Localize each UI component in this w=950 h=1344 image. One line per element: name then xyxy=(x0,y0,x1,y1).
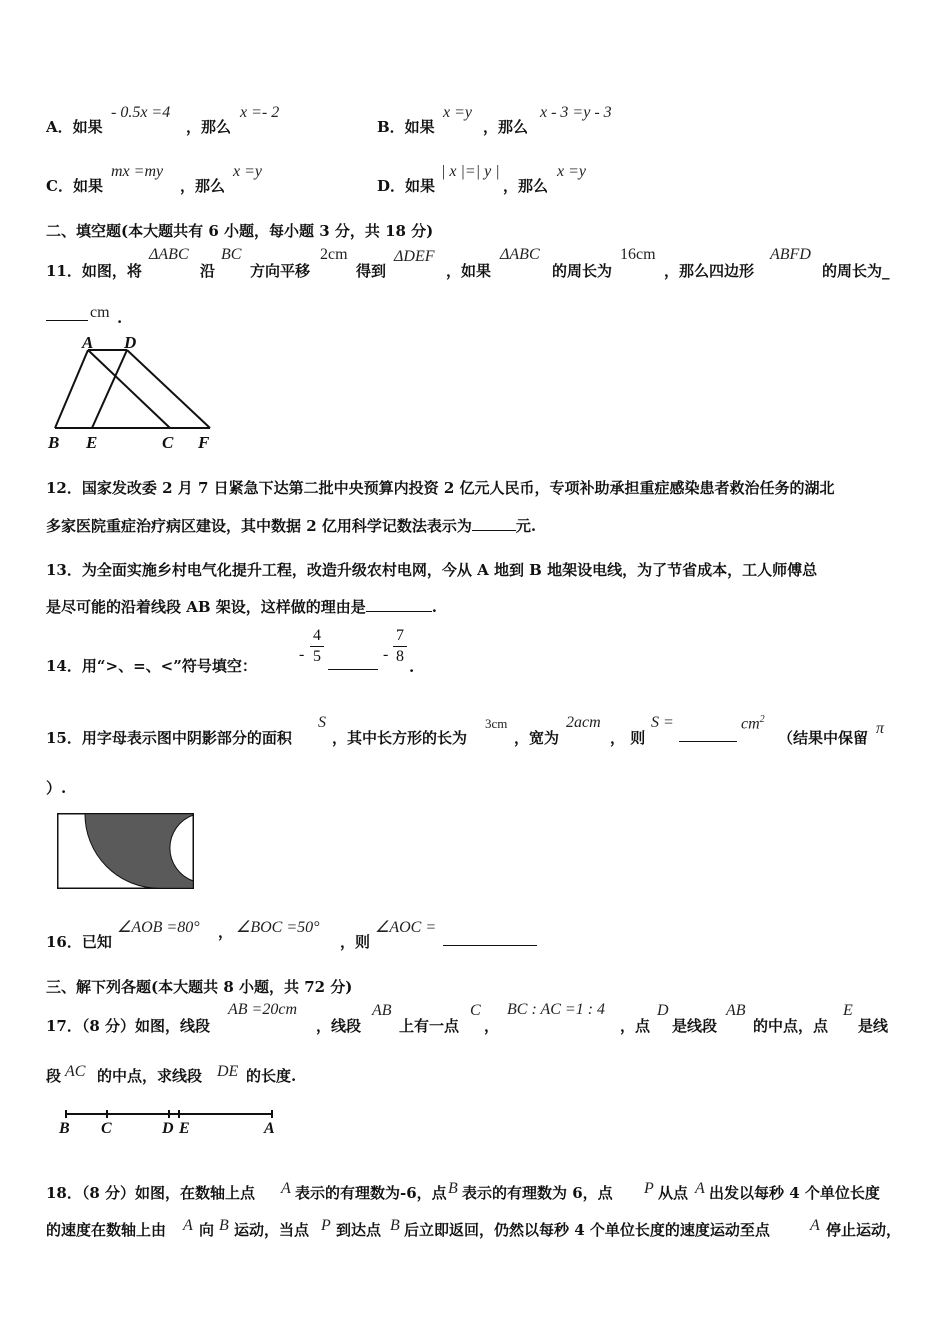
q15-text-4: ， 则 xyxy=(610,729,646,747)
q15-text-2: ，其中长方形的长为 xyxy=(332,729,468,747)
q17-text-2: ，线段 xyxy=(316,1017,362,1035)
q17-label-e: E xyxy=(179,1120,190,1137)
q12-line-2-text: 多家医院重症治疗病区建设，其中数据 2 亿用科学记数法表示为 xyxy=(46,517,472,535)
q13-line-1: 13．为全面实施乡村电气化提升工程，改造升级农村电网，今从 A 地到 B 地架设电线，为了节省成本，工人师傅总 xyxy=(46,561,818,579)
q18-l2-text-1: 的速度在数轴上由 xyxy=(46,1221,167,1239)
section-3-title: 三、解下列各题(本大题共 8 小题，共 72 分) xyxy=(46,978,353,996)
q11-math-4: ΔDEF xyxy=(394,248,435,265)
q17-math-1: AB =20cm xyxy=(228,1001,297,1018)
q11-end: . xyxy=(117,309,123,327)
q14-blank xyxy=(328,655,378,674)
q15-unit-cm: cm xyxy=(741,715,760,733)
option-a-then: ，那么 xyxy=(186,118,232,136)
q15-text-1: 15．用字母表示图中阴影部分的面积 xyxy=(46,729,292,747)
q15-text-5: （结果中保留 xyxy=(778,729,869,747)
q18-l2-math-2: B xyxy=(219,1217,229,1234)
q17-label-c: C xyxy=(101,1120,112,1137)
q17-text-3: 上有一点 xyxy=(399,1017,460,1035)
q18-l2-text-3: 运动，当点 xyxy=(234,1221,310,1239)
q18-l2-text-4: 到达点 xyxy=(336,1221,382,1239)
q11-text-2: 沿 xyxy=(200,262,216,280)
q18-l1-text-4: 从点 xyxy=(658,1184,689,1202)
q16-math-1: ∠AOB =80° xyxy=(117,919,200,936)
q18-l1-math-2: B xyxy=(448,1180,458,1197)
option-a-eq2: x =- 2 xyxy=(240,104,280,121)
q11-text-6: 的周长为 xyxy=(552,262,613,280)
q17-label-a: A xyxy=(264,1120,275,1137)
q17-text-4: ， xyxy=(484,1017,500,1035)
option-b-label: B．如果 xyxy=(377,118,435,136)
option-b-eq1: x =y xyxy=(443,104,472,121)
q16-math-3: ∠AOC = xyxy=(375,919,437,936)
q18-l1-text-3: 表示的有理数为 6，点 xyxy=(462,1184,613,1202)
q18-l1-math-4: A xyxy=(695,1180,705,1197)
q18-l1-math-1: A xyxy=(281,1180,291,1197)
q12-line-2 xyxy=(46,515,536,536)
q17-text-1: 17．（8 分）如图，线段 xyxy=(46,1017,211,1035)
option-d-eq2: x =y xyxy=(557,163,586,180)
q15-figure xyxy=(57,813,194,889)
q11-math-7: ABFD xyxy=(770,246,811,263)
option-c-label: C．如果 xyxy=(46,177,103,195)
q11-text-1: 11．如图，将 xyxy=(46,262,142,280)
q17-math-6: AB xyxy=(726,1002,746,1019)
q18-l1-text-2: 表示的有理数为-6，点 xyxy=(295,1184,447,1202)
q14-frac2-sign: - xyxy=(383,646,389,663)
option-c-eq1: mx =my xyxy=(111,163,164,180)
q12-end: 元. xyxy=(515,517,537,535)
section-2-title: 二、填空题(本大题共有 6 小题，每小题 3 分，共 18 分) xyxy=(46,222,434,240)
q17-line2-math-1: AC xyxy=(65,1063,86,1080)
q17-text-8: 是线 xyxy=(858,1017,889,1035)
q11-text-8: 的周长为_ xyxy=(822,262,890,280)
q11-math-1: ΔABC xyxy=(149,246,189,263)
q18-l2-text-5: 后立即返回，仍然以每秒 4 个单位长度的速度运动至点 xyxy=(404,1221,770,1239)
q16-blank xyxy=(443,931,537,950)
q16-sep: ， xyxy=(218,923,234,941)
q11-math-3: 2cm xyxy=(320,246,348,263)
q15-math-pi: π xyxy=(876,720,885,737)
option-c-eq2: x =y xyxy=(233,163,262,180)
option-d-eq1: | x |=| y | xyxy=(441,163,500,180)
q15-close: ）. xyxy=(46,779,67,797)
option-b-eq2: x - 3 =y - 3 xyxy=(540,104,612,121)
q15-unit-sup: 2 xyxy=(759,714,765,725)
option-c-then: ，那么 xyxy=(180,177,226,195)
q14-fraction-2 xyxy=(393,627,407,666)
q12-line-1: 12．国家发改委 2 月 7 日紧急下达第二批中央预算内投资 2 亿元人民币，专项补助承担重症感染患者救治任务的湖北 xyxy=(46,479,835,497)
q11-blank xyxy=(46,306,88,325)
q15-math-width: 2acm xyxy=(566,714,601,731)
q15-math-s: S xyxy=(318,714,326,731)
q11-figure xyxy=(40,333,220,456)
q14-frac1-sign: - xyxy=(299,646,305,663)
q16-text-1: 16．已知 xyxy=(46,933,112,951)
option-a-label: A．如果 xyxy=(46,118,103,136)
q18-l2-math-5: A xyxy=(810,1217,820,1234)
option-d-then: ，那么 xyxy=(503,177,549,195)
q11-text-3: 方向平移 xyxy=(250,262,311,280)
fig-label-d: D xyxy=(124,333,137,352)
option-b-then: ，那么 xyxy=(483,118,529,136)
q17-line2-text-3: 的长度. xyxy=(246,1067,297,1085)
q15-text-3: ，宽为 xyxy=(514,729,560,747)
q13-line-2 xyxy=(46,596,437,617)
q11-math-6: 16cm xyxy=(620,246,656,263)
q18-l2-text-2: 向 xyxy=(199,1221,215,1239)
option-d-label: D．如果 xyxy=(377,177,436,195)
q18-l2-math-4: B xyxy=(390,1217,400,1234)
q15-math-s-eq: S = xyxy=(651,714,674,731)
q13-end: . xyxy=(431,598,437,616)
q17-text-7: 的中点，点 xyxy=(753,1017,829,1035)
q14-end: . xyxy=(409,658,415,676)
q18-l2-text-6: 停止运动， xyxy=(826,1221,902,1239)
fig-label-f: F xyxy=(198,433,210,452)
q11-unit: cm xyxy=(90,304,110,321)
q11-math-2: BC xyxy=(221,246,242,263)
option-a-eq1: - 0.5x =4 xyxy=(111,104,171,121)
q17-label-b: B xyxy=(59,1120,70,1137)
q13-line-2-text: 是尽可能的沿着线段 AB 架设，这样做的理由是 xyxy=(46,598,366,616)
q17-text-6: 是线段 xyxy=(672,1017,718,1035)
fig-line-df xyxy=(127,350,210,428)
q17-line2-math-2: DE xyxy=(217,1063,239,1080)
fig-label-e: E xyxy=(86,433,98,452)
fig-label-c: C xyxy=(162,433,174,452)
q17-math-3: C xyxy=(470,1002,481,1019)
q17-math-5: D xyxy=(657,1002,669,1019)
q16-text-2: ，则 xyxy=(340,933,371,951)
q14-frac1-num: 4 xyxy=(313,627,321,644)
q14-fraction-1 xyxy=(310,627,324,666)
q15-math-length: 3cm xyxy=(485,716,508,731)
fig-line-ab xyxy=(55,350,88,428)
q18-l1-text-1: 18．（8 分）如图，在数轴上点 xyxy=(46,1184,256,1202)
q17-figure xyxy=(56,1108,280,1138)
q18-l2-math-1: A xyxy=(183,1217,193,1234)
q18-l1-text-5: 出发以每秒 4 个单位长度 xyxy=(709,1184,880,1202)
fig-line-ac xyxy=(88,350,170,428)
q14-frac2-num: 7 xyxy=(396,627,404,644)
q11-text-4: 得到 xyxy=(356,262,387,280)
q17-label-d: D xyxy=(162,1120,174,1137)
q17-math-4: BC : AC =1 : 4 xyxy=(507,1001,606,1018)
q14-frac1-den: 5 xyxy=(313,648,321,665)
q18-l1-math-3: P xyxy=(644,1180,654,1197)
q11-text-7: ，那么四边形 xyxy=(664,262,755,280)
q16-math-2: ∠BOC =50° xyxy=(236,919,320,936)
fig-label-b: B xyxy=(48,433,60,452)
q15-blank xyxy=(679,727,737,746)
q11-math-5: ΔABC xyxy=(500,246,540,263)
q17-line2-text-1: 段 xyxy=(46,1067,62,1085)
q18-l2-math-3: P xyxy=(321,1217,331,1234)
q17-math-2: AB xyxy=(372,1002,392,1019)
q17-text-5: ，点 xyxy=(620,1017,651,1035)
q17-line2-text-2: 的中点，求线段 xyxy=(97,1067,203,1085)
q11-text-5: ，如果 xyxy=(446,262,492,280)
fig-label-a: A xyxy=(82,333,94,352)
q14-text: 14．用“>、=、<”符号填空： xyxy=(46,657,257,675)
q14-frac2-den: 8 xyxy=(396,648,404,665)
q17-math-7: E xyxy=(843,1002,853,1019)
q15-math-unit xyxy=(741,714,765,733)
fig-line-de xyxy=(92,350,127,428)
